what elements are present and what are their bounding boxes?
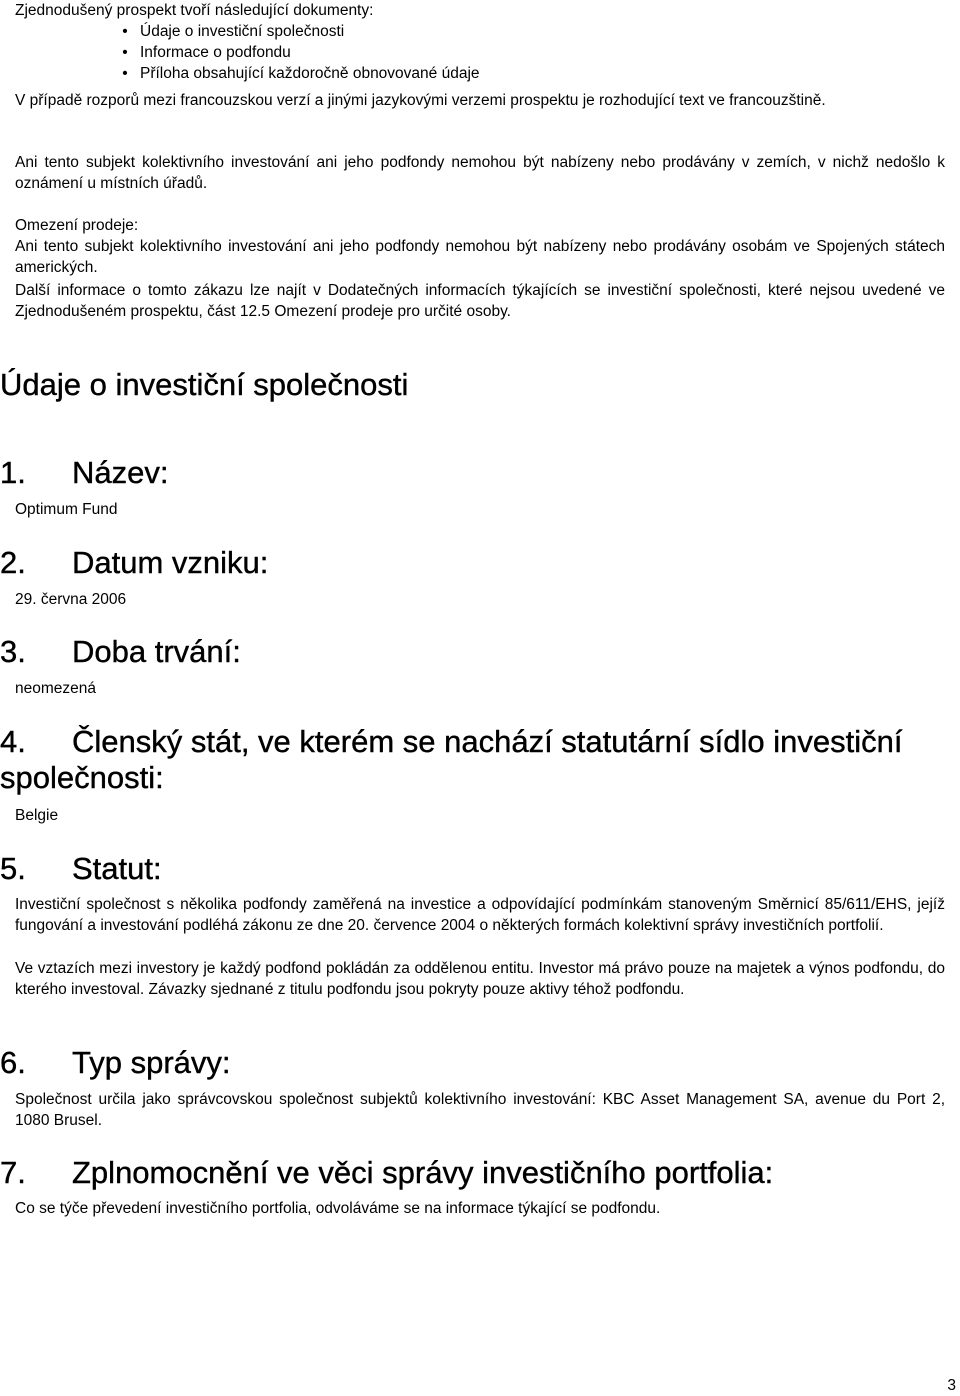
list-item: • Příloha obsahující každoročně obnovované údaje bbox=[15, 63, 945, 84]
item-value-7: Co se týče převedení investičního portfolia, odvoláváme se na informace týkající se podfondu. bbox=[15, 1200, 661, 1217]
item-number: 4. bbox=[0, 724, 26, 759]
language-note: V případě rozporů mezi francouzskou verzí a jinými jazykovými verzemi prospektu je rozhodující text ve francouzštině. bbox=[15, 92, 826, 109]
item-number: 6. bbox=[0, 1045, 26, 1080]
bullet-icon: • bbox=[122, 65, 128, 82]
item-heading-4: 4. Členský stát, ve kterém se nachází statutární sídlo investiční společnosti: bbox=[0, 724, 903, 795]
item-value-1: Optimum Fund bbox=[15, 501, 118, 518]
list-item: • Informace o podfondu bbox=[15, 42, 945, 63]
distribution-note: Ani tento subjekt kolektivního investování ani jeho podfondy nemohou být nabízeny nebo prodávány v zemích, v nichž nedošlo k oznámení u místních úřadů. bbox=[15, 154, 945, 192]
section-title: Údaje o investiční společnosti bbox=[0, 367, 409, 402]
item-value-6: Společnost určila jako správcovskou společnost subjektů kolektivního investování: KBC Asset Management SA, avenue du Port 2, 1080 Brusel. bbox=[15, 1091, 945, 1129]
item-number: 2. bbox=[0, 545, 26, 580]
item-number: 3. bbox=[0, 634, 26, 669]
item-number: 1. bbox=[0, 455, 26, 490]
item-heading-5: 5. Statut: bbox=[0, 851, 162, 886]
item-number: 5. bbox=[0, 851, 26, 886]
restriction-heading: Omezení prodeje: bbox=[15, 217, 139, 234]
item-heading-6: 6. Typ správy: bbox=[0, 1045, 231, 1080]
item-value-5: Investiční společnost s několika podfondy zaměřená na investice a odpovídající podmínkám stanoveným Směrnicí 85/611/EHS, jejíž fungování a investování podléhá zákonu ze dne 20. července 2004 o některých formách kolektivní správy investičních portfolií. bbox=[15, 896, 945, 934]
list-item: • Údaje o investiční společnosti bbox=[15, 21, 945, 42]
document-list bbox=[15, 21, 945, 84]
item-value-5b: Ve vztazích mezi investory je každý podfond pokládán za oddělenou entitu. Investor má právo pouze na majetek a výnos podfondu, do kterého investoval. Závazky sjednané z titulu podfondu jsou pokryty pouze aktivy téhož podfondu. bbox=[15, 960, 945, 998]
item-heading-1: 1. Název: bbox=[0, 455, 169, 490]
bullet-icon: • bbox=[122, 23, 128, 40]
item-heading-7: 7. Zplnomocnění ve věci správy investičního portfolia: bbox=[0, 1155, 774, 1190]
page-number: 3 bbox=[947, 1377, 956, 1394]
item-value-4: Belgie bbox=[15, 807, 59, 824]
item-value-2: 29. června 2006 bbox=[15, 591, 127, 608]
bullet-icon: • bbox=[122, 44, 128, 61]
restriction-more: Další informace o tomto zákazu lze najít v Dodatečných informacích týkajících se investiční společnosti, které nejsou uvedené ve Zjednodušeném prospektu, část 12.5 Omezení prodeje pro určité osoby. bbox=[15, 282, 945, 320]
item-number: 7. bbox=[0, 1155, 26, 1190]
intro-lead: Zjednodušený prospekt tvoří následující dokumenty: bbox=[15, 2, 374, 19]
item-heading-3: 3. Doba trvání: bbox=[0, 634, 241, 669]
restriction-text: Ani tento subjekt kolektivního investování ani jeho podfondy nemohou být nabízeny nebo prodávány osobám ve Spojených státech amerických. bbox=[15, 238, 945, 276]
item-heading-2: 2. Datum vzniku: bbox=[0, 545, 269, 580]
item-value-3: neomezená bbox=[15, 680, 97, 697]
